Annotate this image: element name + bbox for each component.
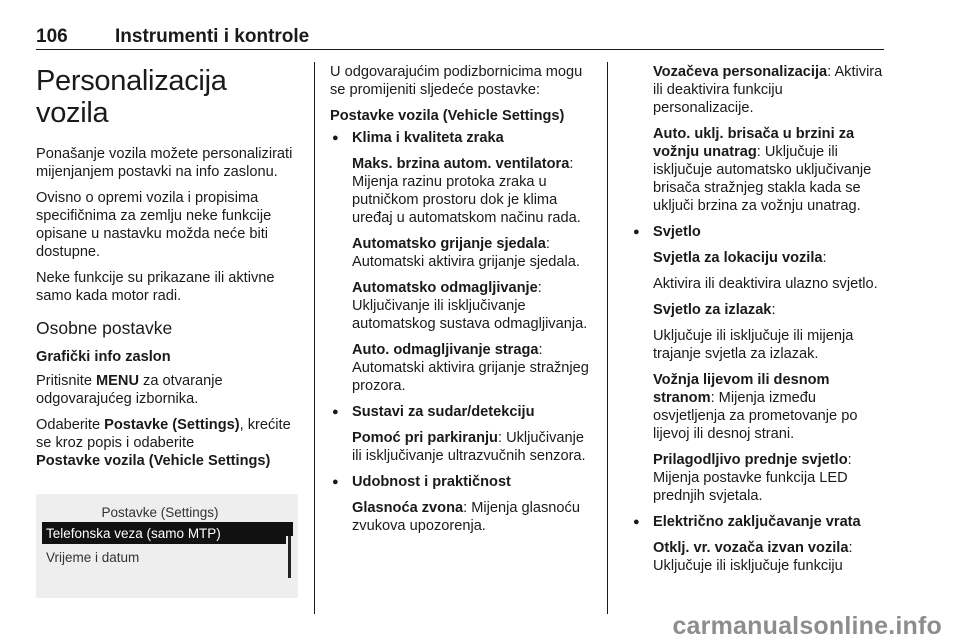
entry-desc: Aktivira ili deaktivira ulazno svjetlo. — [653, 276, 878, 292]
column-2 — [330, 63, 592, 543]
entry: Otklj. vr. vozača izvan vozila: Uključuje ili isključuje funkciju — [653, 540, 853, 574]
list-item — [330, 403, 592, 421]
col2-intro: U odgovarajućim podizbornicima mogu se promijeniti sljedeće postavke: — [330, 64, 583, 98]
bullet-title: ● Klima i kvaliteta zraka — [352, 130, 504, 146]
entry: Vozačeva personalizacija: Aktivira ili deaktivira funkciju personalizacije. — [653, 64, 883, 116]
column-1 — [36, 63, 302, 598]
entry: Auto. uklj. brisača u brzini za vožnju unatrag: Uključuje ili isključuje automatsko uključivanje brisača stražnjeg stakla kada se uključi brzina za vožnju unatrag. — [653, 126, 872, 214]
list-item — [631, 513, 886, 531]
vehicle-settings-heading: Postavke vozila (Vehicle Settings) — [330, 108, 565, 124]
entry: Prilagodljivo prednje svjetlo: Mijenja postavke funkcija LED prednjih svjetala. — [653, 452, 852, 504]
bullet-title: ● Sustavi za sudar/detekciju — [352, 404, 535, 420]
entry: Svjetla za lokaciju vozila: — [653, 250, 827, 266]
screen-title: Postavke (Settings) — [101, 505, 219, 520]
list-item — [631, 223, 886, 241]
watermark-logo: carmanualsonline.info — [672, 612, 942, 640]
subsection-title: Grafički info zaslon — [36, 349, 171, 365]
screen-scroll-thumb — [286, 522, 293, 536]
menu-key: MENU — [96, 373, 139, 389]
list-item — [330, 473, 592, 491]
bullet-title: ● Svjetlo — [653, 224, 701, 240]
page-title: Personalizacija vozila — [36, 65, 227, 129]
intro-paragraph-3: Neke funkcije su prikazane ili aktivne samo kada motor radi. — [36, 270, 275, 304]
screen-highlighted-row — [42, 522, 286, 544]
section-title: Osobne postavke — [36, 318, 173, 338]
header-rule — [36, 49, 884, 50]
intro-paragraph-2: Ovisno o opremi vozila i propisima specifičnima za zemlju neke funkcije opisane u nastavku možda neće biti dostupne. — [36, 190, 272, 260]
list-item — [330, 129, 592, 147]
entry-desc: Uključuje ili isključuje ili mijenja trajanje svjetla za izlazak. — [653, 328, 854, 362]
running-title: Instrumenti i kontrole — [115, 26, 310, 47]
entry: Glasnoća zvona: Mijenja glasnoću zvukova upozorenja. — [352, 500, 580, 534]
screen-row: Vrijeme i datum — [46, 550, 140, 565]
column-3 — [631, 63, 886, 583]
entry: Maks. brzina autom. ventilatora: Mijenja razinu protoka zraka u putničkom prostoru dok je klima uređaj u automatskom načinu rada. — [352, 156, 581, 226]
select-target: Postavke vozila (Vehicle Settings) — [36, 453, 271, 469]
intro-paragraph-1: Ponašanje vozila možete personalizirati mijenjanjem postavki na info zaslonu. — [36, 146, 293, 180]
column-divider-2 — [607, 62, 608, 614]
entry: Automatsko grijanje sjedala: Automatski aktivira grijanje sjedala. — [352, 236, 580, 270]
settings-screen-image — [36, 494, 298, 598]
entry: Automatsko odmagljivanje: Uključivanje ili isključivanje automatskog sustava odmagljivanja. — [352, 280, 588, 332]
page-number: 106 — [36, 26, 68, 47]
entry: Vožnja lijevom ili desnom stranom: Mijenja između osvjetljenja za prometovanje po lijevoj ili desnoj strani. — [653, 372, 858, 442]
entry: Pomoć pri parkiranju: Uključivanje ili isključivanje ultrazvučnih senzora. — [352, 430, 586, 464]
press-menu-paragraph: Pritisnite MENU za otvaranje odgovarajućeg izbornika. — [36, 373, 223, 407]
column-divider-1 — [314, 62, 315, 614]
entry: Svjetlo za izlazak: — [653, 302, 776, 318]
screen-highlighted-label: Telefonska veza (samo MTP) — [46, 526, 221, 541]
bullet-title: ● Električno zaključavanje vrata — [653, 514, 861, 530]
entry: Auto. odmagljivanje straga: Automatski aktivira grijanje stražnjeg prozora. — [352, 342, 589, 394]
select-paragraph: Odaberite Postavke (Settings), krećite se kroz popis i odaberite Postavke vozila (Vehicle Settings) — [36, 417, 291, 469]
bullet-title: ● Udobnost i praktičnost — [352, 474, 511, 490]
